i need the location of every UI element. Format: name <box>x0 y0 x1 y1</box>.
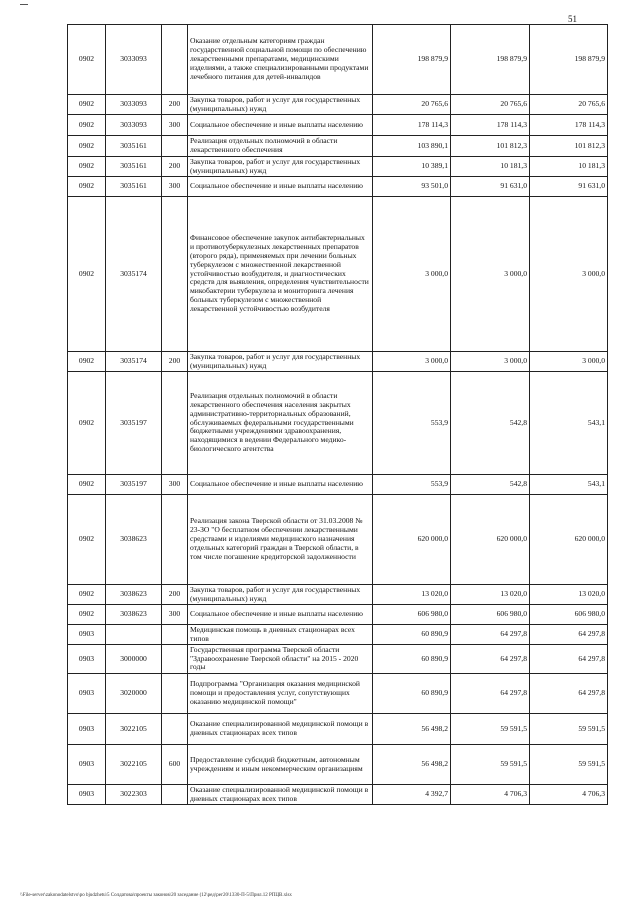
amount-year2-cell: 178 114,3 <box>451 115 530 136</box>
expense-type-cell <box>162 785 188 805</box>
amount-year3-cell: 59 591,5 <box>530 714 608 745</box>
amount-year3-cell: 13 020,0 <box>530 585 608 605</box>
amount-year2-cell: 64 297,8 <box>451 625 530 645</box>
item-name-cell: Закупка товаров, работ и услуг для государственных (муниципальных) нужд <box>188 585 373 605</box>
table-row <box>68 495 608 585</box>
item-name-cell: Финансовое обеспечение закупок антибактериальных и противотуберкулезных лекарственных препаратов (второго ряда), применяемых при лечении больных туберкулезом с множественной лекарственной устойчивостью возбудителя, и диагностических средств для выявления, определения чувствительности микобактерии туберкулеза и мониторинга лечения больных туберкулезом с множественной лекарственной устойчивостью возбудителя <box>188 197 373 352</box>
amount-year1-cell: 3 000,0 <box>373 352 451 372</box>
amount-year2-cell: 4 706,3 <box>451 785 530 805</box>
amount-year1-cell: 56 498,2 <box>373 714 451 745</box>
expense-type-cell <box>162 674 188 714</box>
top-rule <box>20 4 28 5</box>
target-article-cell: 3033093 <box>106 95 162 115</box>
amount-year3-cell: 3 000,0 <box>530 197 608 352</box>
expense-type-cell <box>162 714 188 745</box>
target-article-cell: 3038623 <box>106 585 162 605</box>
amount-year3-cell: 543,1 <box>530 372 608 475</box>
item-name-cell: Закупка товаров, работ и услуг для государственных (муниципальных) нужд <box>188 352 373 372</box>
expense-type-cell: 600 <box>162 745 188 785</box>
expense-type-cell <box>162 372 188 475</box>
target-article-cell: 3022105 <box>106 745 162 785</box>
section-code-cell: 0902 <box>68 605 106 625</box>
expense-type-cell <box>162 25 188 95</box>
item-name-cell: Реализация отдельных полномочий в области лекарственного обеспечения населения закрытых административно-территориальных образований, обслуживаемых федеральными государственными бюджетными учреждениями здравоохранения, находящимися в ведении Федерального медико-биологического агентства <box>188 372 373 475</box>
target-article-cell: 3020000 <box>106 674 162 714</box>
table-row <box>68 136 608 157</box>
table-row <box>68 95 608 115</box>
table-row <box>68 714 608 745</box>
amount-year1-cell: 56 498,2 <box>373 745 451 785</box>
amount-year1-cell: 4 392,7 <box>373 785 451 805</box>
amount-year1-cell: 13 020,0 <box>373 585 451 605</box>
table-row <box>68 605 608 625</box>
amount-year1-cell: 553,9 <box>373 372 451 475</box>
section-code-cell: 0903 <box>68 785 106 805</box>
table-row <box>68 177 608 197</box>
table-row <box>68 157 608 177</box>
target-article-cell: 3035161 <box>106 177 162 197</box>
item-name-cell: Закупка товаров, работ и услуг для государственных (муниципальных) нужд <box>188 157 373 177</box>
section-code-cell: 0902 <box>68 177 106 197</box>
expense-type-cell: 200 <box>162 95 188 115</box>
table-row <box>68 475 608 495</box>
amount-year2-cell: 59 591,5 <box>451 714 530 745</box>
amount-year1-cell: 10 389,1 <box>373 157 451 177</box>
amount-year1-cell: 198 879,9 <box>373 25 451 95</box>
expense-type-cell: 200 <box>162 585 188 605</box>
amount-year1-cell: 60 890,9 <box>373 645 451 674</box>
amount-year3-cell: 101 812,3 <box>530 136 608 157</box>
expense-type-cell <box>162 136 188 157</box>
table-row <box>68 625 608 645</box>
item-name-cell: Социальное обеспечение и иные выплаты населению <box>188 177 373 197</box>
amount-year1-cell: 553,9 <box>373 475 451 495</box>
section-code-cell: 0903 <box>68 674 106 714</box>
target-article-cell: 3038623 <box>106 605 162 625</box>
amount-year1-cell: 3 000,0 <box>373 197 451 352</box>
target-article-cell: 3035174 <box>106 352 162 372</box>
section-code-cell: 0903 <box>68 714 106 745</box>
target-article-cell: 3033093 <box>106 115 162 136</box>
expense-type-cell <box>162 197 188 352</box>
target-article-cell <box>106 625 162 645</box>
amount-year3-cell: 178 114,3 <box>530 115 608 136</box>
target-article-cell: 3022303 <box>106 785 162 805</box>
amount-year2-cell: 64 297,8 <box>451 674 530 714</box>
amount-year3-cell: 606 980,0 <box>530 605 608 625</box>
target-article-cell: 3038623 <box>106 495 162 585</box>
item-name-cell: Государственная программа Тверской области "Здравоохранение Тверской области" на 2015 - 2020 годы <box>188 645 373 674</box>
item-name-cell: Медицинская помощь в дневных стационарах всех типов <box>188 625 373 645</box>
amount-year2-cell: 13 020,0 <box>451 585 530 605</box>
target-article-cell: 3035161 <box>106 157 162 177</box>
expense-type-cell <box>162 625 188 645</box>
budget-table-body <box>68 25 608 805</box>
amount-year3-cell: 64 297,8 <box>530 674 608 714</box>
amount-year2-cell: 606 980,0 <box>451 605 530 625</box>
item-name-cell: Реализация отдельных полномочий в области лекарственного обеспечения <box>188 136 373 157</box>
section-code-cell: 0902 <box>68 495 106 585</box>
table-row <box>68 115 608 136</box>
amount-year2-cell: 542,8 <box>451 475 530 495</box>
table-row <box>68 372 608 475</box>
section-code-cell: 0902 <box>68 475 106 495</box>
expense-type-cell: 200 <box>162 157 188 177</box>
amount-year3-cell: 3 000,0 <box>530 352 608 372</box>
amount-year1-cell: 620 000,0 <box>373 495 451 585</box>
item-name-cell: Оказание отдельным категориям граждан государственной социальной помощи по обеспечению лекарственными препаратами, медицинскими изделиями, а также специализированными продуктами лечебного питания для детей-инвалидов <box>188 25 373 95</box>
target-article-cell: 3035197 <box>106 475 162 495</box>
amount-year1-cell: 60 890,9 <box>373 674 451 714</box>
amount-year3-cell: 91 631,0 <box>530 177 608 197</box>
section-code-cell: 0902 <box>68 136 106 157</box>
table-row <box>68 25 608 95</box>
table-row <box>68 745 608 785</box>
amount-year3-cell: 20 765,6 <box>530 95 608 115</box>
target-article-cell: 3033093 <box>106 25 162 95</box>
amount-year1-cell: 606 980,0 <box>373 605 451 625</box>
amount-year1-cell: 103 890,1 <box>373 136 451 157</box>
amount-year2-cell: 3 000,0 <box>451 352 530 372</box>
expense-type-cell: 300 <box>162 475 188 495</box>
amount-year1-cell: 60 890,9 <box>373 625 451 645</box>
amount-year2-cell: 20 765,6 <box>451 95 530 115</box>
section-code-cell: 0902 <box>68 115 106 136</box>
amount-year3-cell: 198 879,9 <box>530 25 608 95</box>
table-row <box>68 674 608 714</box>
amount-year2-cell: 3 000,0 <box>451 197 530 352</box>
section-code-cell: 0902 <box>68 25 106 95</box>
item-name-cell: Предоставление субсидий бюджетным, автономным учреждениям и иным некоммерческим организациям <box>188 745 373 785</box>
item-name-cell: Социальное обеспечение и иные выплаты населению <box>188 605 373 625</box>
amount-year2-cell: 91 631,0 <box>451 177 530 197</box>
section-code-cell: 0903 <box>68 645 106 674</box>
budget-table <box>67 24 608 805</box>
item-name-cell: Подпрограмма "Организация оказания медицинской помощи и предоставления услуг, сопутствующих оказанию медицинской помощи" <box>188 674 373 714</box>
expense-type-cell <box>162 645 188 674</box>
amount-year1-cell: 178 114,3 <box>373 115 451 136</box>
item-name-cell: Реализация закона Тверской области от 31.03.2008 № 23-ЗО "О бесплатном обеспечении лекарственными средствами и изделиями медицинского назначения отдельных категорий граждан в Тверской области, в том числе погашение кредиторской задолженности <box>188 495 373 585</box>
item-name-cell: Закупка товаров, работ и услуг для государственных (муниципальных) нужд <box>188 95 373 115</box>
section-code-cell: 0902 <box>68 585 106 605</box>
target-article-cell: 3035174 <box>106 197 162 352</box>
target-article-cell: 3035197 <box>106 372 162 475</box>
section-code-cell: 0902 <box>68 197 106 352</box>
amount-year2-cell: 542,8 <box>451 372 530 475</box>
table-row <box>68 785 608 805</box>
expense-type-cell <box>162 495 188 585</box>
amount-year2-cell: 101 812,3 <box>451 136 530 157</box>
section-code-cell: 0902 <box>68 352 106 372</box>
amount-year3-cell: 620 000,0 <box>530 495 608 585</box>
table-row <box>68 197 608 352</box>
table-row <box>68 352 608 372</box>
amount-year2-cell: 10 181,3 <box>451 157 530 177</box>
amount-year3-cell: 543,1 <box>530 475 608 495</box>
amount-year3-cell: 4 706,3 <box>530 785 608 805</box>
section-code-cell: 0902 <box>68 157 106 177</box>
amount-year2-cell: 64 297,8 <box>451 645 530 674</box>
amount-year1-cell: 20 765,6 <box>373 95 451 115</box>
expense-type-cell: 200 <box>162 352 188 372</box>
item-name-cell: Социальное обеспечение и иные выплаты населению <box>188 115 373 136</box>
item-name-cell: Оказание специализированной медицинской помощи в дневных стационарах всех типов <box>188 714 373 745</box>
amount-year2-cell: 198 879,9 <box>451 25 530 95</box>
item-name-cell: Оказание специализированной медицинской помощи в дневных стационарах всех типов <box>188 785 373 805</box>
amount-year1-cell: 93 501,0 <box>373 177 451 197</box>
section-code-cell: 0903 <box>68 745 106 785</box>
expense-type-cell: 300 <box>162 115 188 136</box>
section-code-cell: 0902 <box>68 372 106 475</box>
expense-type-cell: 300 <box>162 605 188 625</box>
item-name-cell: Социальное обеспечение и иные выплаты населению <box>188 475 373 495</box>
amount-year2-cell: 620 000,0 <box>451 495 530 585</box>
section-code-cell: 0903 <box>68 625 106 645</box>
page-number: 51 <box>568 14 577 24</box>
expense-type-cell: 300 <box>162 177 188 197</box>
amount-year2-cell: 59 591,5 <box>451 745 530 785</box>
target-article-cell: 3035161 <box>106 136 162 157</box>
table-row <box>68 645 608 674</box>
amount-year3-cell: 64 297,8 <box>530 645 608 674</box>
table-row <box>68 585 608 605</box>
amount-year3-cell: 59 591,5 <box>530 745 608 785</box>
amount-year3-cell: 10 181,3 <box>530 157 608 177</box>
section-code-cell: 0902 <box>68 95 106 115</box>
amount-year3-cell: 64 297,8 <box>530 625 608 645</box>
target-article-cell: 3022105 <box>106 714 162 745</box>
file-path-footer: \\File-server\zakonodatelstvo\po bjudzhetu\5 Солдатова\проекты законов\20 заседание (12\ред\рег20\1330-П-5\Прил.12 РПЦВ.xlsx <box>20 893 292 898</box>
target-article-cell: 3000000 <box>106 645 162 674</box>
